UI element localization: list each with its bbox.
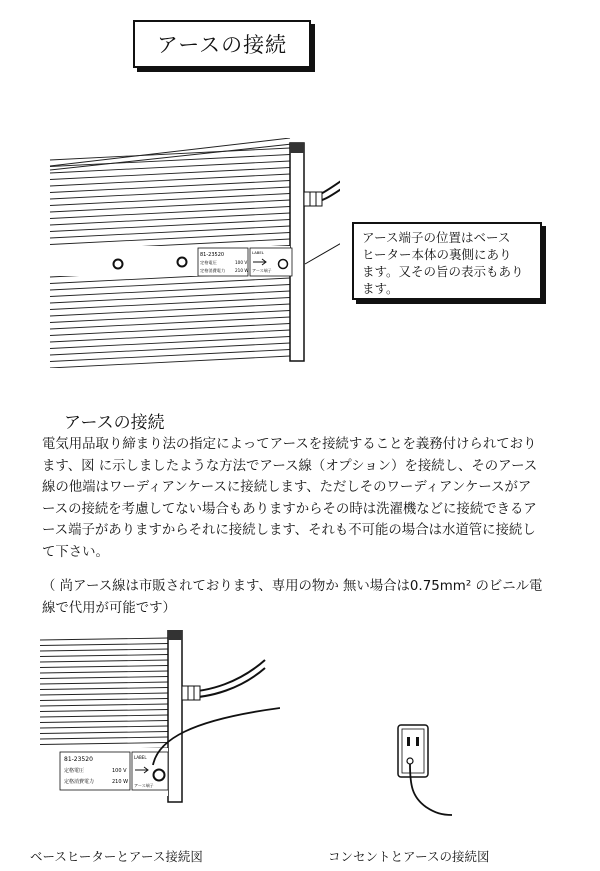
plate-rating-value: 100 V [235, 260, 248, 265]
rating-plate [198, 248, 248, 276]
earth-text: アース端子 [252, 268, 272, 273]
earth-terminal-icon [154, 770, 165, 781]
plate-model: 81-23520 [200, 252, 225, 258]
plate-rating-label: 定格電圧 [200, 260, 217, 265]
callout-line: ます。 [362, 281, 399, 296]
earth-label [132, 752, 168, 790]
callout-pointer [305, 238, 340, 264]
callout-line: ます。又その旨の表示もあり [362, 264, 524, 279]
screw-icon [178, 258, 187, 267]
earth-terminal-icon [279, 260, 288, 269]
body-line: ース端子がありますからそれに接続します、それも不可能の場合は水道管に接続し [42, 523, 536, 538]
body-paragraph [42, 434, 582, 563]
note-paragraph [42, 576, 582, 619]
earth-caption: LABEL [252, 250, 264, 255]
rating-plate [60, 752, 130, 790]
earth-label [250, 248, 292, 276]
callout-line: ヒーター本体の裏側にあり [362, 247, 512, 262]
plate-power-label: 定格消費電力 [200, 268, 226, 273]
heater-fin-lines [40, 638, 168, 750]
heater-earth-figure [40, 630, 280, 805]
heater-cap [290, 143, 304, 153]
note-line: （ 尚アース線は市販されております、専用の物か 無い場合は0.75mm² のビニル電 [42, 579, 543, 594]
callout-box [352, 222, 542, 300]
outlet-slot-icon [407, 737, 410, 746]
section-heading: アースの接続 [64, 413, 165, 433]
screw-icon [114, 260, 123, 269]
earth-text: アース端子 [134, 783, 154, 788]
page-title-text: アースの接続 [156, 33, 288, 57]
plate-model: 81-23520 [64, 756, 93, 763]
callout-line: アース端子の位置はベース [362, 230, 511, 245]
caption-outlet: コンセントとアースの接続図 [328, 849, 490, 864]
body-line: ます、図 に示しましたような方法でアース線（オプション）を接続し、そのアース [42, 458, 538, 474]
page-title [133, 20, 311, 68]
body-line: 電気用品取り締まり法の指定によってアースを接続することを義務付けられており [42, 437, 537, 452]
plate-rating-label: 定格電圧 [64, 768, 85, 774]
earth-terminal-icon [407, 758, 413, 764]
plate-power-label: 定格消費電力 [64, 779, 95, 785]
note-line: 線で代用が可能です） [42, 600, 176, 616]
body-line: 線の他端はワーディアンケースに接続します、ただしそのワーディアンケースがア [42, 480, 532, 495]
plate-power-value: 210 W [235, 268, 249, 273]
body-line: て下さい。 [42, 544, 109, 560]
heater-side-panel [168, 630, 182, 802]
heater-figure [40, 138, 340, 368]
plate-rating-value: 100 V [112, 768, 127, 774]
outlet-slot-icon [416, 737, 419, 746]
earth-caption: LABEL [134, 755, 147, 760]
plate-power-value: 210 W [112, 779, 129, 785]
caption-heater: ベースヒーターとアース接続図 [30, 849, 203, 864]
body-line: ースの接続を考慮してない場合もありますからその時は洗濯機などに接続できるア [42, 501, 537, 517]
outlet-figure [380, 705, 460, 820]
